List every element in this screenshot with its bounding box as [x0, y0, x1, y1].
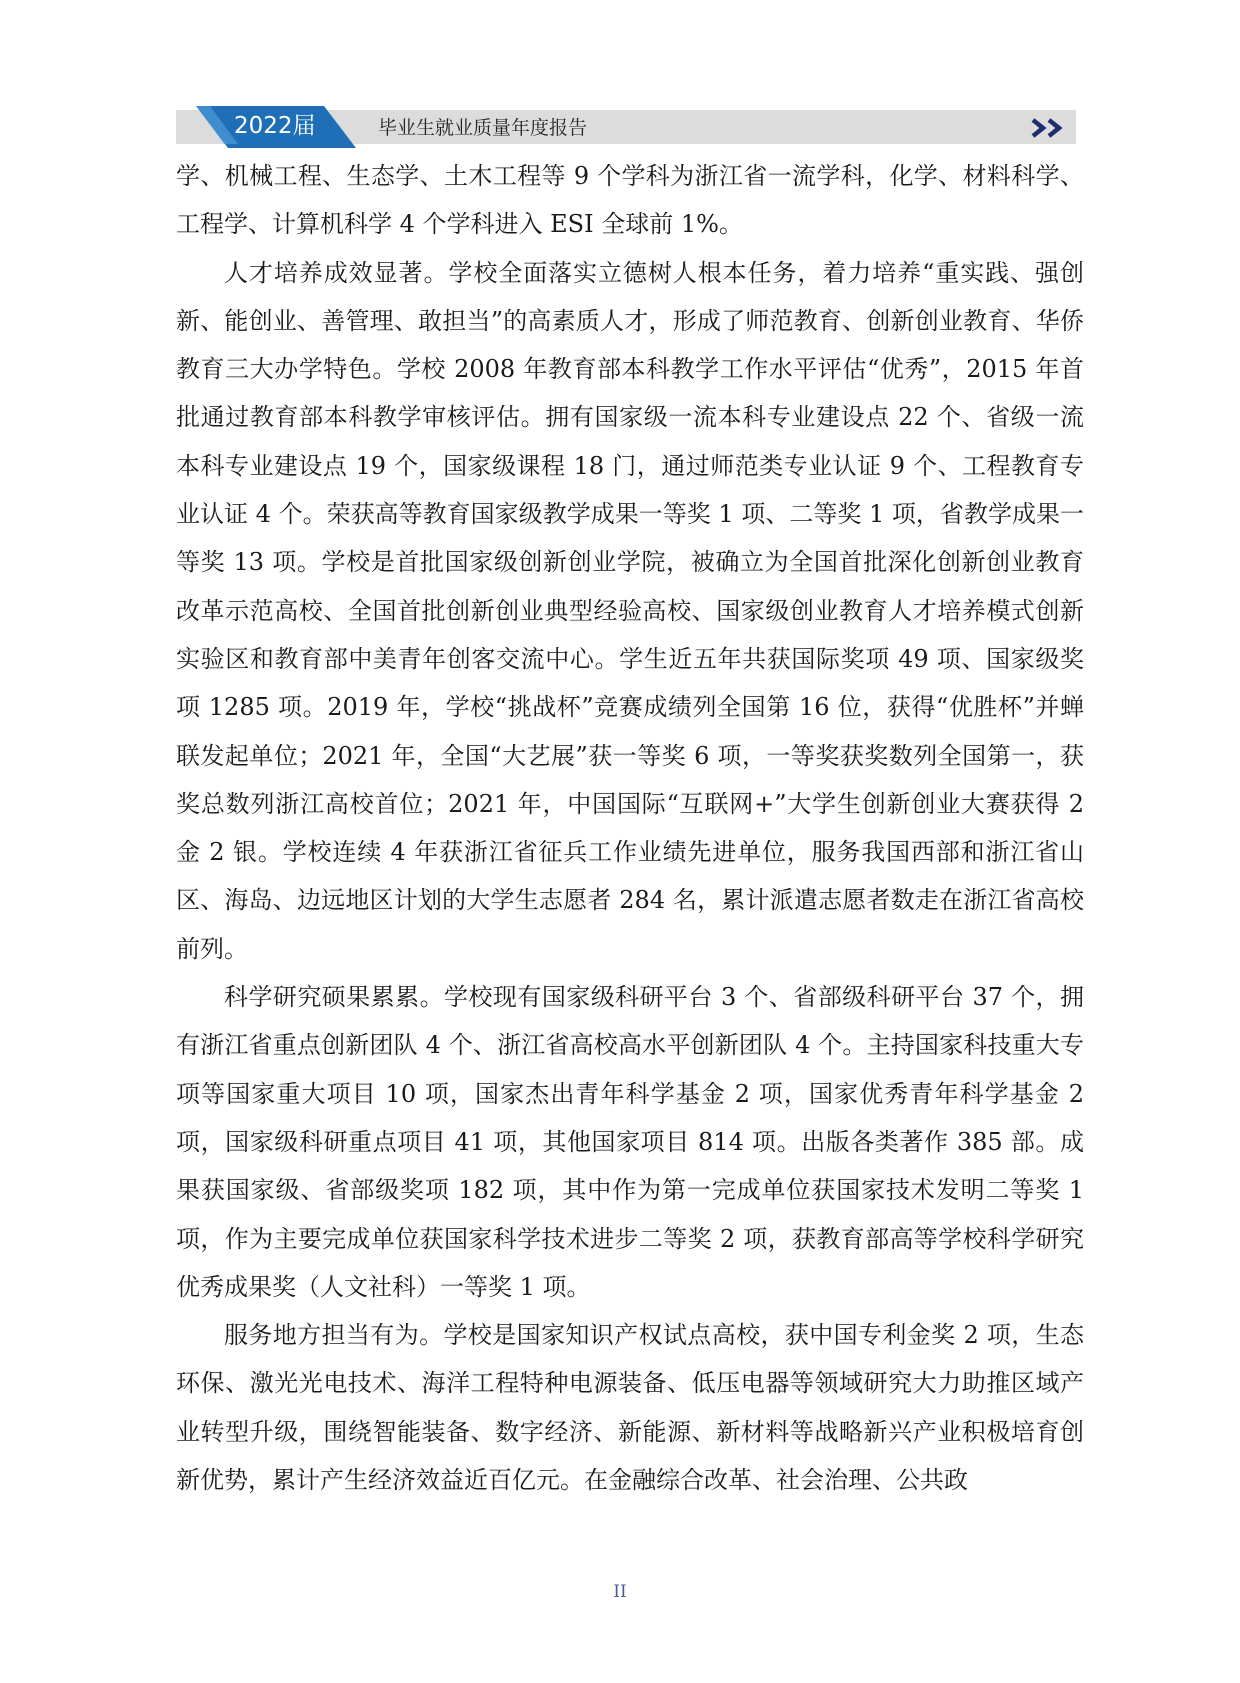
paragraph-scientific-research: 科学研究硕果累累。学校现有国家级科研平台 3 个、省部级科研平台 37 个，拥有浙江省重点创新团队 4 个、浙江省高校高水平创新团队 4 个。主持国家科技重大专项等国家重大项目 10 项，国家杰出青年科学基金 2 项，国家优秀青年科学基金 2 项，国家级科研重点项目 41 项，其他国家项目 814 项。出版各类著作 385 部。成果获国家级、省部级奖项 182 项，其中作为第一完成单位获国家技术发明二等奖 1 项，作为主要完成单位获国家科学技术进步二等奖 2 项，获教育部高等学校科学研究优秀成果奖（人文社科）一等奖 1 项。 [176, 983, 1084, 1301]
report-title: 毕业生就业质量年度报告 [378, 117, 588, 139]
body-text [176, 152, 1084, 1504]
paragraph-continuation: 学、机械工程、生态学、土木工程等 9 个学科为浙江省一流学科，化学、材料科学、工程学、计算机科学 4 个学科进入 ESI 全球前 1%。 [176, 162, 1084, 239]
paragraph-local-service: 服务地方担当有为。学校是国家知识产权试点高校，获中国专利金奖 2 项，生态环保、激光光电技术、海洋工程特种电源装备、低压电器等领域研究大力助推区域产业转型升级，围绕智能装备、数字经济、新能源、新材料等战略新兴产业积极培育创新优势，累计产生经济效益近百亿元。在金融综合改革、社会治理、公共政 [176, 1321, 1084, 1495]
double-chevron-right-icon [1030, 118, 1070, 138]
report-year: 2022届 [234, 113, 316, 139]
page-number: II [613, 1582, 627, 1602]
paragraph-talent-training: 人才培养成效显著。学校全面落实立德树人根本任务，着力培养“重实践、强创新、能创业、善管理、敢担当”的高素质人才，形成了师范教育、创新创业教育、华侨教育三大办学特色。学校 2008 年教育部本科教学工作水平评估“优秀”，2015 年首批通过教育部本科教学审核评估。拥有国家级一流本科专业建设点 22 个、省级一流本科专业建设点 19 个，国家级课程 18 门，通过师范类专业认证 9 个、工程教育专业认证 4 个。荣获高等教育国家级教学成果一等奖 1 项、二等奖 1 项，省教学成果一等奖 13 项。学校是首批国家级创新创业学院，被确立为全国首批深化创新创业教育改革示范高校、全国首批创新创业典型经验高校、国家级创业教育人才培养模式创新实验区和教育部中美青年创客交流中心。学生近五年共获国际奖项 49 项、国家级奖项 1285 项。2019 年，学校“挑战杯”竞赛成绩列全国第 16 位，获得“优胜杯”并蝉联发起单位；2021 年，全国“大艺展”获一等奖 6 项，一等奖获奖数列全国第一，获奖总数列浙江高校首位；2021 年，中国国际“互联网+”大学生创新创业大赛获得 2 金 2 银。学校连续 4 年获浙江省征兵工作业绩先进单位，服务我国西部和浙江省山区、海岛、边远地区计划的大学生志愿者 284 名，累计派遣志愿者数走在浙江省高校前列。 [176, 258, 1084, 963]
year-tab [196, 106, 356, 148]
